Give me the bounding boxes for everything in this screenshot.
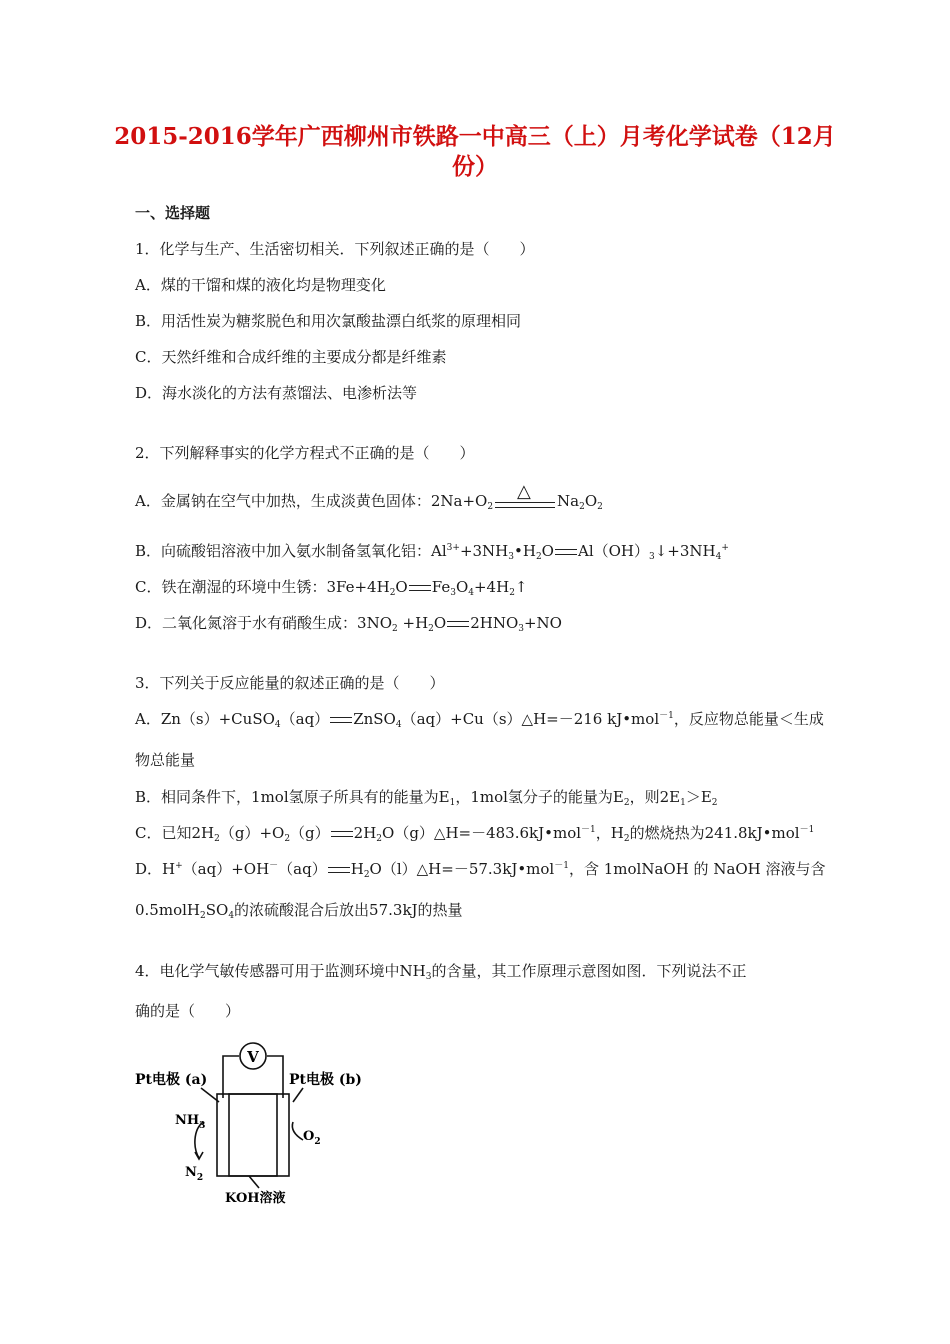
q2-option-c: C．铁在潮湿的环境中生锈：$3Fe+4H_2O$ $Fe_3O_4+4H_2↑$ — [135, 578, 528, 598]
q2-option-b: B．向硫酸铝溶液中加入氨水制备氢氧化铝：$Al^{3+}+3NH_3•H_2O$ $Al(OH)_3↓+3NH_4^+$ — [135, 542, 729, 562]
title-line-1: 2015-2016学年广西柳州市铁路一中高三（上）月考化学试卷（12月 — [114, 123, 836, 150]
q3-stem: 3．下列关于反应能量的叙述正确的是（ ） — [135, 674, 445, 692]
q1-option-c: C．天然纤维和合成纤维的主要成分都是纤维素 — [135, 348, 447, 366]
heating-equals-sign: △ — [495, 493, 555, 511]
section-heading: 一、选择题 — [135, 204, 211, 222]
q4-stem: 4．电化学气敏传感器可用于监测环境中$NH_3$的含量，其工作原理示意图如图．下列说法不正 — [135, 962, 747, 982]
q3-option-d-cont: $0.5molH_2SO_4$的浓硫酸混合后放出57.3kJ的热量 — [135, 901, 463, 921]
q3-option-a: A．Zn（s）+CuSO$_4$（aq） ZnSO$_4$（aq）+Cu（s）△H=－216 kJ•mol$^{-1}$，反应物总能量＜生成 — [135, 710, 824, 730]
electrode-b-label: Pt电极 (b) — [289, 1072, 362, 1088]
exam-title — [100, 122, 850, 182]
q1-option-b: B．用活性炭为糖浆脱色和用次氯酸盐漂白纸浆的原理相同 — [135, 312, 522, 330]
q3-option-d: D．H+（aq）+OH－（aq） $H_2O(l)\triangle H=-57.3kJ•mol^{-1}$，含 1molNaOH 的 NaOH 溶液与含 — [135, 860, 826, 880]
electrolyte-label: KOH溶液 — [225, 1191, 286, 1206]
q1-stem: 1．化学与生产、生活密切相关．下列叙述正确的是（ ） — [135, 240, 535, 258]
electrode-a-label: Pt电极 (a) — [135, 1072, 208, 1088]
q3-option-b: B．相同条件下，1mol氢原子所具有的能量为$E_1$，1mol氢分子的能量为$E_2$，则$2E_1>E_2$ — [135, 788, 718, 808]
title-line-2: 份） — [452, 153, 498, 180]
q4-stem-cont: 确的是（ ） — [135, 1002, 241, 1020]
q3-option-a-cont: 物总能量 — [135, 751, 196, 769]
nh3-label: $NH_3$ — [175, 1113, 206, 1131]
q2-option-d: D．二氧化氮溶于水有硝酸生成：$3NO_2 +H_2O$ $2HNO_3+NO$ — [135, 614, 562, 634]
voltmeter-label: V — [247, 1048, 259, 1066]
sensor-diagram — [133, 1038, 373, 1208]
n2-label: $N_2$ — [185, 1165, 204, 1183]
q1-option-d: D．海水淡化的方法有蒸馏法、电渗析法等 — [135, 384, 418, 402]
q1-option-a: A．煤的干馏和煤的液化均是物理变化 — [135, 276, 386, 294]
o2-label: $O_2$ — [303, 1129, 321, 1147]
q2-option-a: A．金属钠在空气中加热，生成淡黄色固体：$2Na+O_2$ △ $Na_2O_2$ — [135, 481, 603, 512]
q3-option-c: C．已知$2H_2(g)+O_2(g)$ $2H_2O(g)\triangle H=-483.6kJ•mol^{-1}$，$H_2$的燃烧热为241.8kJ•mol$^{-1}$ — [135, 824, 815, 844]
q2-stem: 2．下列解释事实的化学方程式不正确的是（ ） — [135, 444, 475, 462]
